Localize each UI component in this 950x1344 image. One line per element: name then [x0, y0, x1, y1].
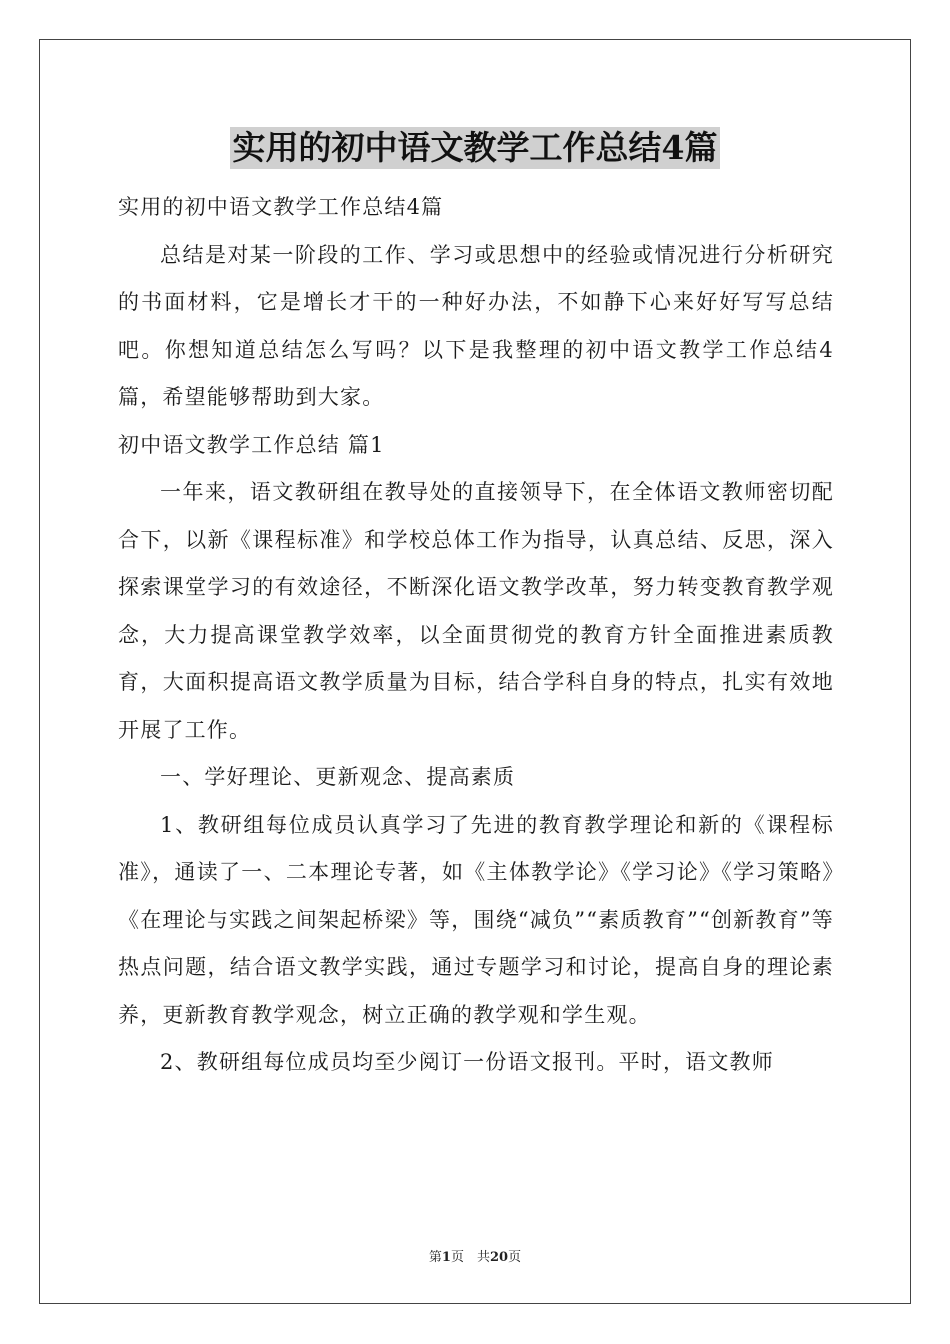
document-body [118, 184, 834, 1087]
intro-paragraph: 总结是对某一阶段的工作、学习或思想中的经验或情况进行分析研究的书面材料，它是增长才干的一种好办法，不如静下心来好好写写总结吧。你想知道总结怎么写吗？以下是我整理的初中语文教学工作总结4篇，希望能够帮助到大家。 [118, 242, 834, 409]
document-subtitle: 实用的初中语文教学工作总结4篇 [118, 195, 444, 219]
page-footer [0, 1249, 950, 1267]
body-paragraph: 2、教研组每位成员均至少阅订一份语文报刊。平时，语文教师 [160, 1050, 774, 1074]
footer-total-pages: 20 [489, 1250, 509, 1265]
document-title: 实用的初中语文教学工作总结4篇 [230, 127, 721, 169]
body-paragraph: 一年来，语文教研组在教导处的直接领导下，在全体语文教师密切配合下，以新《课程标准》和学校总体工作为指导，认真总结、反思，深入探索课堂学习的有效途径，不断深化语文教学改革，努力转变教育教学观念，大力提高课堂教学效率，以全面贯彻党的教育方针全面推进素质教育，大面积提高语文教学质量为目标，结合学科自身的特点，扎实有效地开展了工作。 [118, 480, 834, 742]
footer-prefix: 第 [428, 1250, 442, 1265]
section-heading: 初中语文教学工作总结 篇1 [118, 432, 385, 457]
footer-suffix: 页 [508, 1250, 522, 1265]
footer-mid: 页 共 [450, 1250, 490, 1265]
title-container [0, 127, 950, 169]
footer-page-number: 1 [441, 1250, 451, 1265]
body-paragraph: 1、教研组每位成员认真学习了先进的教育教学理论和新的《课程标准》，通读了一、二本理论专著，如《主体教学论》《学习论》《学习策略》《在理论与实践之间架起桥梁》等，围绕“减负”“素质教育”“创新教育”等热点问题，结合语文教学实践，通过专题学习和讨论，提高自身的理论素养，更新教育教学观念，树立正确的教学观和学生观。 [118, 812, 834, 1027]
subsection-heading: 一、学好理论、更新观念、提高素质 [160, 765, 516, 789]
